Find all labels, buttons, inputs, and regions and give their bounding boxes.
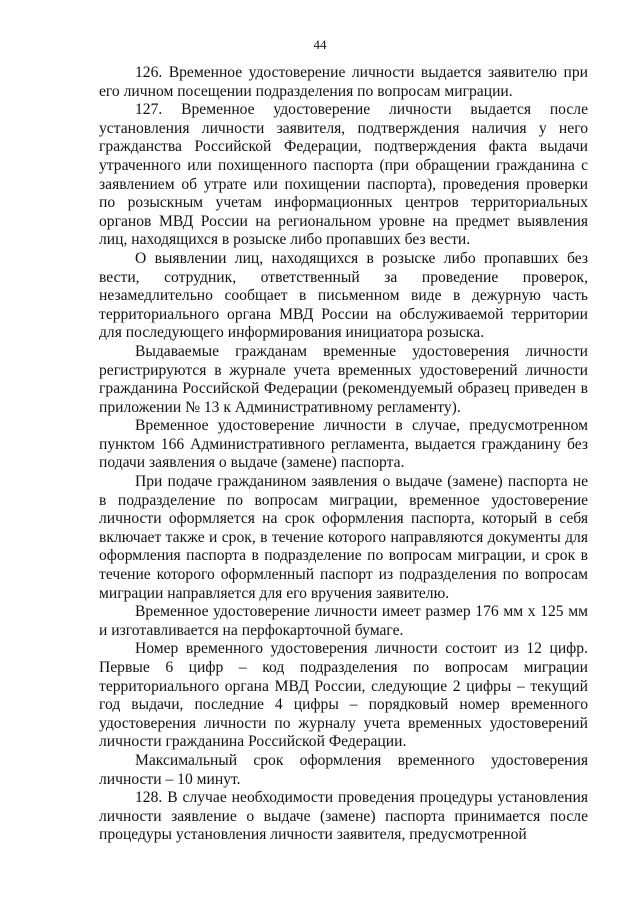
paragraph-wanted-persons-notice: О выявлении лиц, находящихся в розыске либо пропавших без вести, сотрудник, ответственный за проведение проверок, незамедлительно сообщает в письменном виде в дежурную часть территориального органа МВД России на обслуживаемой территории для последующего информирования инициатора розыска.	[99, 249, 588, 342]
paragraph-127: 127. Временное удостоверение личности выдается после установления личности заявителя, подтверждения наличия у него гражданства Российской Федерации, подтверждения факта выдачи утраченного или похищенного паспорта (при обращении гражданина с заявлением об утрате или похищении паспорта), проведения проверки по розыскным учетам информационных центров территориальных органов МВД России на региональном уровне на предмет выявления лиц, находящихся в розыске либо пропавших без вести.	[99, 101, 588, 249]
paragraph-registration-journal: Выдаваемые гражданам временные удостоверения личности регистрируются в журнале учета временных удостоверений личности гражданина Российской Федерации (рекомендуемый образец приведен в приложении № 13 к Административному регламенту).	[99, 342, 588, 416]
paragraph-number-format: Номер временного удостоверения личности состоит из 12 цифр. Первые 6 цифр – код подразделения по вопросам миграции территориального органа МВД России, следующие 2 цифры – текущий год выдачи, последние 4 цифры – порядковый номер временного удостоверения личности по журналу учета временных удостоверений личности гражданина Российской Федерации.	[99, 640, 588, 751]
paragraph-issue-without-application: Временное удостоверение личности в случае, предусмотренном пунктом 166 Административного регламента, выдается гражданину без подачи заявления о выдаче (замене) паспорта.	[99, 417, 588, 472]
document-body	[99, 64, 588, 845]
paragraph-max-time: Максимальный срок оформления временного удостоверения личности – 10 минут.	[99, 751, 588, 788]
paragraph-validity-period: При подаче гражданином заявления о выдаче (замене) паспорта не в подразделение по вопросам миграции, временное удостоверение личности оформляется на срок оформления паспорта, который в себя включает также и срок, в течение которого направляются документы для оформления паспорта в подразделение по вопросам миграции, и срок в течение которого оформленный паспорт из подразделения по вопросам миграции направляется для его вручения заявителю.	[99, 473, 588, 602]
paragraph-size: Временное удостоверение личности имеет размер 176 мм х 125 мм и изготавливается на перфокарточной бумаге.	[99, 603, 588, 639]
paragraph-128: 128. В случае необходимости проведения процедуры установления личности заявление о выдаче (замене) паспорта принимается после процедуры установления личности заявителя, предусмотренной	[99, 789, 588, 844]
paragraph-126: 126. Временное удостоверение личности выдается заявителю при его личном посещении подразделения по вопросам миграции.	[99, 64, 588, 100]
page-number: 44	[313, 37, 327, 52]
